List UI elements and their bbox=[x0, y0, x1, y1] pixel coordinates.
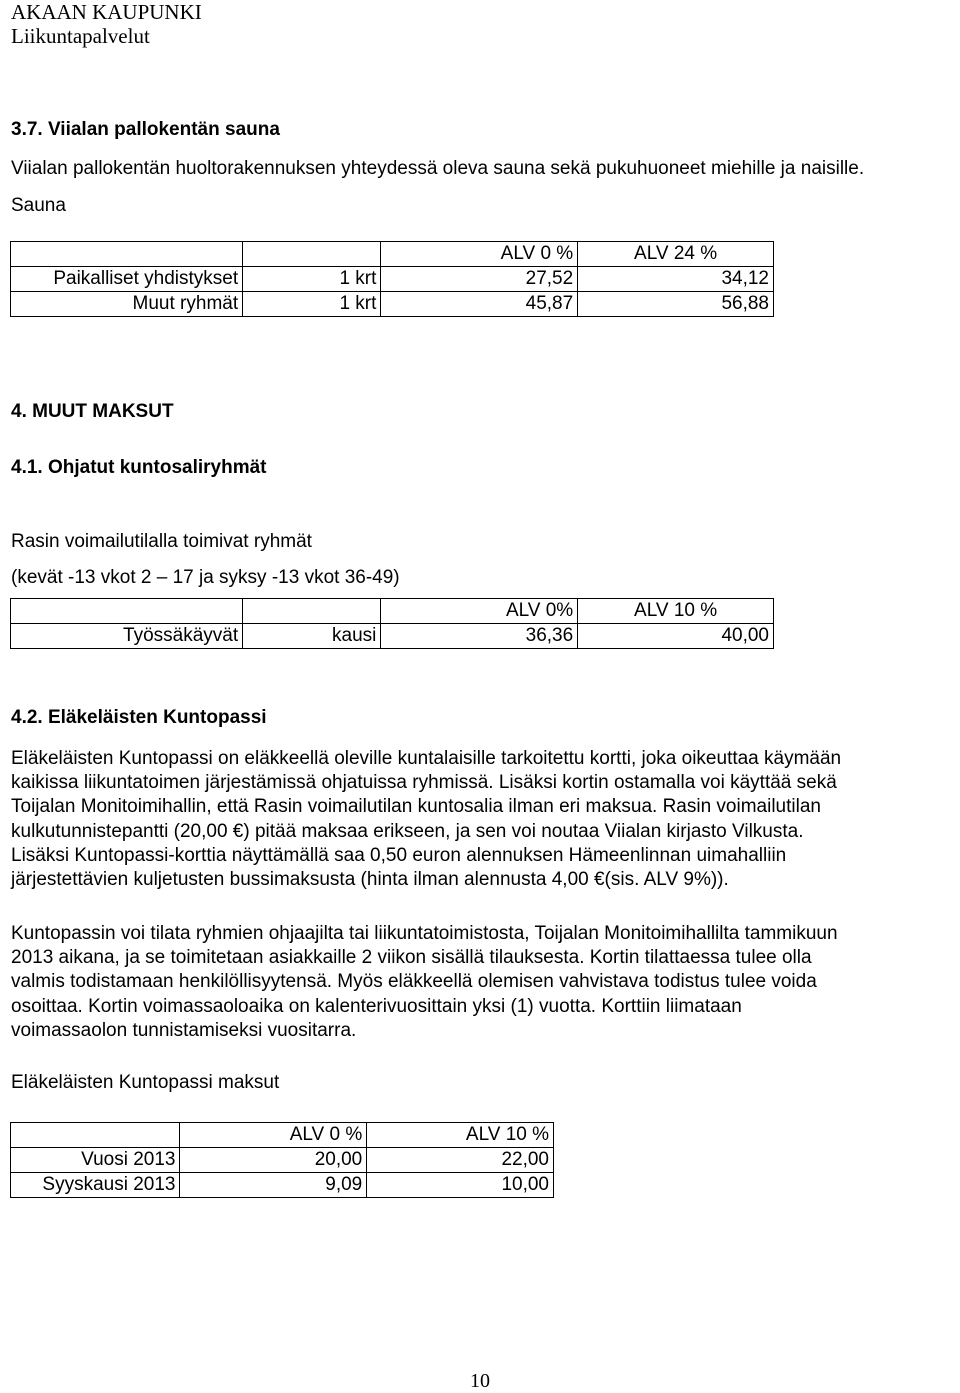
paragraph-line: voimassaolon tunnistamiseksi vuositarra. bbox=[11, 1019, 357, 1041]
kuntopassi-paragraph-1 bbox=[11, 747, 841, 892]
table-row bbox=[11, 292, 774, 317]
table-cell: Työssäkäyvät bbox=[11, 624, 243, 649]
sauna-price-table bbox=[10, 241, 774, 317]
groups-location-text: Rasin voimailutilalla toimivat ryhmät bbox=[11, 531, 312, 552]
kuntopassi-fees-table bbox=[10, 1122, 554, 1198]
paragraph-line: osoittaa. Kortin voimassaoloaika on kalenterivuosittain yksi (1) vuotta. Korttiin liimataan bbox=[11, 995, 742, 1017]
table-header-cell: ALV 0% bbox=[381, 599, 578, 624]
groups-schedule-text: (kevät -13 vkot 2 – 17 ja syksy -13 vkot 36-49) bbox=[11, 567, 400, 588]
table-row bbox=[11, 624, 774, 649]
table-cell: Vuosi 2013 bbox=[11, 1148, 180, 1173]
page-number: 10 bbox=[470, 1370, 490, 1392]
sauna-subheading: Sauna bbox=[11, 195, 66, 216]
table-cell: 10,00 bbox=[367, 1173, 554, 1198]
paragraph-line: Lisäksi Kuntopassi-korttia näyttämällä saa 0,50 euron alennuksen Hämeenlinnan uimahalliin bbox=[11, 844, 787, 866]
table-cell: 27,52 bbox=[381, 267, 578, 292]
section-heading-4-1: 4.1. Ohjatut kuntosaliryhmät bbox=[11, 457, 267, 478]
table-cell: 36,36 bbox=[381, 624, 578, 649]
table-cell: Muut ryhmät bbox=[11, 292, 243, 317]
table-header-cell: ALV 10 % bbox=[578, 599, 774, 624]
paragraph-line: Toijalan Monitoimihallin, että Rasin voimailutilan kuntosalia ilman eri maksua. Rasin voimailutilan bbox=[11, 796, 821, 818]
table-cell: 56,88 bbox=[578, 292, 774, 317]
table-cell: Paikalliset yhdistykset bbox=[11, 267, 243, 292]
section-heading-3-7: 3.7. Viialan pallokentän sauna bbox=[11, 119, 280, 140]
paragraph-line: valmis todistamaan henkilöllisyytensä. Myös eläkkeellä olemisen vahvistava todistus tulee voida bbox=[11, 971, 817, 993]
table-cell: 40,00 bbox=[578, 624, 774, 649]
table-row bbox=[11, 1148, 554, 1173]
table-cell: 1 krt bbox=[243, 267, 381, 292]
table-cell: 1 krt bbox=[243, 292, 381, 317]
table-cell: 45,87 bbox=[381, 292, 578, 317]
table-header-cell bbox=[11, 242, 243, 267]
table-cell: kausi bbox=[243, 624, 381, 649]
table-cell: Syyskausi 2013 bbox=[11, 1173, 180, 1198]
department-name: Liikuntapalvelut bbox=[11, 24, 150, 48]
table-header-cell bbox=[243, 242, 381, 267]
section-heading-4: 4. MUUT MAKSUT bbox=[11, 401, 174, 422]
table-header-cell: ALV 10 % bbox=[367, 1123, 554, 1148]
paragraph-line: kulkutunnistepantti (20,00 €) pitää maksaa erikseen, ja sen voi noutaa Viialan kirjasto Vilkusta. bbox=[11, 820, 804, 842]
table-cell: 34,12 bbox=[578, 267, 774, 292]
paragraph-line: Kuntopassin voi tilata ryhmien ohjaajilta tai liikuntatoimistosta, Toijalan Monitoimihallilta tammikuun bbox=[11, 923, 838, 944]
paragraph-line: 2013 aikana, ja se toimitetaan asiakkaille 2 viikon sisällä tilauksesta. Kortin tilattaessa tulee olla bbox=[11, 947, 812, 969]
table-row bbox=[11, 1173, 554, 1198]
table-cell: 9,09 bbox=[180, 1173, 367, 1198]
table-header-cell bbox=[11, 599, 243, 624]
table-header-cell bbox=[243, 599, 381, 624]
gym-groups-price-table bbox=[10, 598, 774, 649]
table-row bbox=[11, 267, 774, 292]
table-cell: 22,00 bbox=[367, 1148, 554, 1173]
table-header-row bbox=[11, 599, 774, 624]
table-cell: 20,00 bbox=[180, 1148, 367, 1173]
table-header-row bbox=[11, 1123, 554, 1148]
paragraph-line: Eläkeläisten Kuntopassi on eläkkeellä oleville kuntalaisille tarkoitettu kortti, joka oikeuttaa käymään bbox=[11, 748, 842, 769]
table-header-row bbox=[11, 242, 774, 267]
sauna-description: Viialan pallokentän huoltorakennuksen yhteydessä oleva sauna sekä pukuhuoneet miehille ja naisille. bbox=[11, 158, 865, 179]
kuntopassi-fees-title: Eläkeläisten Kuntopassi maksut bbox=[11, 1072, 280, 1093]
section-heading-4-2: 4.2. Eläkeläisten Kuntopassi bbox=[11, 707, 267, 728]
table-header-cell bbox=[11, 1123, 180, 1148]
table-header-cell: ALV 0 % bbox=[180, 1123, 367, 1148]
paragraph-line: kaikissa liikuntatoimen järjestämissä ohjatuissa ryhmissä. Lisäksi kortin ostamalla voi käyttää sekä bbox=[11, 772, 837, 794]
table-header-cell: ALV 24 % bbox=[578, 242, 774, 267]
paragraph-line: järjestettävien kuljetusten bussimaksusta (hinta ilman alennusta 4,00 €(sis. ALV 9%)). bbox=[11, 869, 729, 891]
table-header-cell: ALV 0 % bbox=[381, 242, 578, 267]
kuntopassi-paragraph-2 bbox=[11, 922, 838, 1043]
organization-name: AKAAN KAUPUNKI bbox=[11, 0, 202, 24]
